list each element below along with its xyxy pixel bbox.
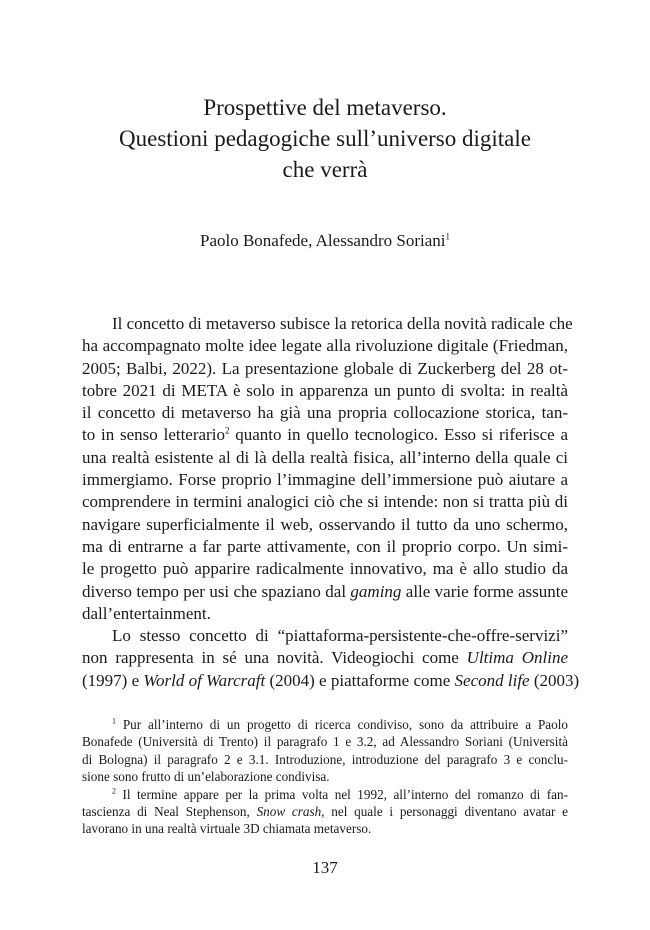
text-line: tobre 2021 di META è solo in apparenza un punto di svolta: in realtà (82, 380, 568, 400)
text-line: comprendere in termini analogici ciò che si intende: non si tratta più di (82, 492, 568, 512)
footnote-mark: 1 (112, 716, 116, 726)
chapter-title (60, 92, 590, 185)
text-fragment: (2003) (529, 670, 580, 690)
chapter-title-line: che verrà (282, 157, 368, 182)
footnote-line (82, 786, 568, 803)
text-fragment: diverso tempo per usi che spaziano dal (82, 581, 351, 601)
text-line: le progetto può apparire radicalmente innovativo, ma è allo studio da (82, 559, 568, 579)
text-line: Lo stesso concetto di “piattaforma-persistente-che-offre-servizi” (112, 626, 568, 646)
text-line: navigare superficialmente il web, osservando il tutto da uno schermo, (82, 514, 568, 534)
text-line (82, 424, 568, 446)
text-fragment: non rappresenta in sé una novità. Videogiochi come (82, 648, 467, 668)
text-line: Il concetto di metaverso subisce la retorica della novità radicale che (112, 314, 573, 333)
page-number: 137 (312, 858, 338, 877)
text-line: ma di entrarne a far parte attivamente, con il proprio corpo. Un simi- (82, 536, 568, 556)
text-line: immergiamo. Forse proprio l’immagine dell’immersione può aiutare a (82, 470, 568, 490)
footnote-ref-2: 2 (224, 425, 230, 436)
text-fragment: (2004) e piattaforme come (265, 670, 455, 690)
chapter-title-line: Prospettive del metaverso. (203, 95, 447, 120)
text-line (82, 647, 568, 669)
chapter-title-line: Questioni pedagogiche sull’universo digitale (119, 126, 531, 151)
footnote-line (82, 716, 568, 733)
footnote-2 (82, 786, 568, 838)
text-fragment: Pur all’interno di un progetto di ricerca condiviso, sono da attribuire a Paolo (116, 717, 568, 732)
text-line: 2005; Balbi, 2022). La presentazione globale di Zuckerberg del 28 ot- (82, 358, 568, 378)
footnote-line: sione sono frutto di un’elaborazione condivisa. (82, 769, 330, 785)
footnote-line: lavorano in una realtà virtuale 3D chiamata metaverso. (82, 821, 372, 837)
footnote-1 (82, 716, 568, 786)
authors-line (60, 229, 590, 253)
text-fragment: alle varie forme assunte (401, 581, 568, 601)
paragraph-2 (82, 625, 580, 692)
footnote-line: Bonafede (Università di Trento) il paragrafo 1 e 3.2, ad Alessandro Soriani (Università (82, 734, 568, 750)
italic-title: Ultima Online (466, 648, 568, 668)
text-fragment: tascienza di Neal Stephenson, (82, 804, 257, 820)
text-line: ha accompagnato molte idee legate alla rivoluzione digitale (Friedman, (82, 336, 568, 356)
text-fragment: quanto in quello tecnologico. Esso si riferisce a (229, 425, 568, 445)
footnote-line: di Bologna) il paragrafo 2 e 3.1. Introduzione, introduzione del paragrafo 3 e conclu- (82, 751, 568, 767)
footnotes (82, 716, 568, 838)
footnote-line (82, 803, 568, 820)
body-text (82, 313, 580, 692)
text-fragment: Il termine appare per la prima volta nel 1992, all’interno del romanzo di fan- (116, 786, 568, 802)
text-line (82, 581, 568, 603)
italic-title: Second life (454, 670, 530, 690)
italic-title: Snow crash (256, 804, 322, 820)
text-line (82, 670, 580, 692)
text-line: dall’entertainment. (82, 603, 211, 623)
text-fragment: (1997) e (82, 670, 144, 690)
text-fragment: , nel quale i personaggi diventano avatar e (321, 804, 569, 820)
text-fragment: to in senso letterario (82, 425, 225, 445)
text-line: il concetto di metaverso ha già una propria collocazione storica, tan- (82, 403, 568, 423)
authors-names: Paolo Bonafede, Alessandro Soriani (199, 231, 446, 250)
italic-term: gaming (350, 581, 402, 601)
footnote-mark: 2 (112, 786, 116, 796)
text-line: una realtà esistente al di là della realtà fisica, all’interno della quale ci (82, 447, 568, 467)
footnote-ref-1: 1 (445, 231, 450, 242)
paragraph-1 (82, 313, 573, 625)
italic-title: World of Warcraft (143, 670, 266, 690)
